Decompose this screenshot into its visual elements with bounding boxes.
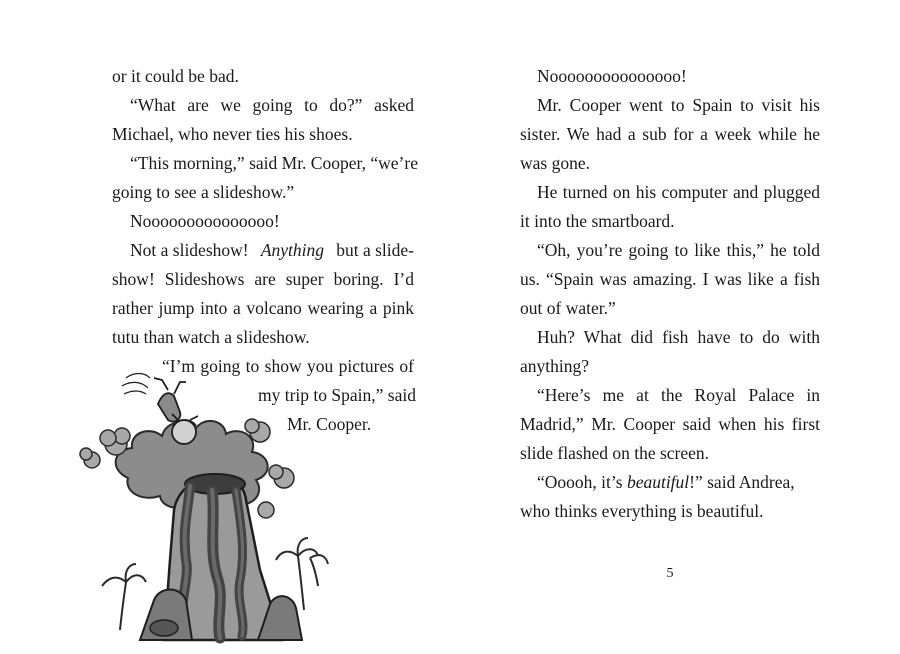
text-line: Madrid,” Mr. Cooper said when his first (520, 414, 820, 434)
emphasis-text: beautiful (626, 472, 690, 492)
text-line: “Oh, you’re going to like this,” he told (537, 240, 820, 260)
text-line: Nooooooooooooooo! (537, 66, 687, 86)
text-line: Huh? What did fish have to do with (537, 327, 820, 347)
text-line: show! Slideshows are super boring. I’d (112, 269, 414, 289)
text-line: Michael, who never ties his shoes. (112, 124, 353, 144)
text-line: “I’m going to show you pictures of (162, 356, 414, 376)
text-line: who thinks everything is beautiful. (520, 501, 764, 521)
text-fragment: but a slide- (336, 240, 414, 260)
text-line: out of water.” (520, 298, 616, 318)
page-number: 5 (666, 566, 674, 581)
text-line: “Here’s me at the Royal Palace in (537, 385, 820, 405)
text-line: sister. We had a sub for a week while he (520, 124, 820, 144)
text-line: or it could be bad. (112, 66, 239, 86)
text-line: my trip to Spain,” said (258, 385, 416, 405)
text-fragment: “Ooooh, it’s beautiful!” said Andrea, (537, 472, 795, 492)
text-line: slide flashed on the screen. (520, 443, 710, 463)
text-line: tutu than watch a slideshow. (112, 327, 310, 347)
text-line: He turned on his computer and plugged (537, 182, 820, 202)
text-fragment: Not a slideshow! (130, 240, 249, 260)
text-line: Mr. Cooper. (287, 414, 372, 434)
volcano-illustration (70, 360, 330, 645)
text-line: it into the smartboard. (520, 211, 675, 231)
text-line: Nooooooooooooooo! (130, 211, 280, 231)
text-line (130, 239, 414, 261)
text-line (537, 471, 820, 493)
text-line: anything? (520, 356, 590, 376)
emphasis-text: Anything (260, 240, 325, 260)
text-line: rather jump into a volcano wearing a pink (112, 298, 414, 318)
text-line: was gone. (520, 153, 590, 173)
text-line: going to see a slideshow.” (112, 182, 295, 202)
text-line: us. “Spain was amazing. I was like a fish (520, 269, 820, 289)
text-line: Mr. Cooper went to Spain to visit his (537, 95, 820, 115)
text-line: “This morning,” said Mr. Cooper, “we’re (130, 153, 418, 173)
text-line: “What are we going to do?” asked (130, 95, 414, 115)
